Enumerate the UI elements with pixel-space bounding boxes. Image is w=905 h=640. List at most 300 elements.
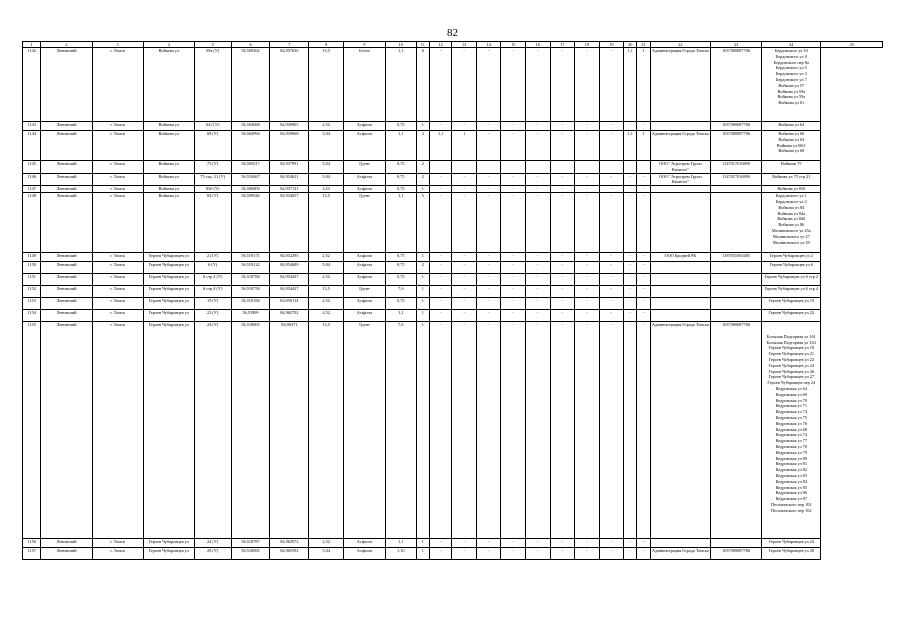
table-cell: Героев Чубаровцев ул 28 xyxy=(762,548,821,560)
table-cell: Войкова ул 75 стр 21 xyxy=(762,173,821,186)
table-cell: - xyxy=(599,298,624,310)
table-cell xyxy=(476,161,501,174)
table-cell: - xyxy=(429,286,451,298)
table-cell: 2 (1У) xyxy=(194,253,231,262)
table-cell xyxy=(711,310,762,322)
table-cell: Асфальт xyxy=(344,310,386,322)
table-cell: 56,518787 xyxy=(231,539,270,548)
column-number-cell: 14 xyxy=(476,42,501,48)
table-cell: 1,1 xyxy=(385,48,416,122)
table-cell: 0,75 xyxy=(385,122,416,131)
table-cell xyxy=(637,161,650,174)
table-cell: Героев Чубаровцев ул xyxy=(143,286,194,298)
table-cell: - xyxy=(637,286,650,298)
table-cell: - xyxy=(452,286,477,298)
table-cell: - xyxy=(476,548,501,560)
table-cell: Грунт xyxy=(344,193,386,253)
address-line: Кедровская ул 82 xyxy=(775,467,807,473)
table-row xyxy=(23,310,883,322)
table-cell: - xyxy=(526,286,551,298)
table-cell: - xyxy=(476,48,501,122)
table-cell xyxy=(650,262,710,274)
table-cell: 6 (У) xyxy=(194,262,231,274)
table-cell: 2 xyxy=(416,131,429,161)
column-number-cell: 24 xyxy=(762,42,821,48)
table-cell: - xyxy=(452,262,477,274)
table-cell: Героев Чубаровцев ул 2 xyxy=(762,253,821,262)
table-row xyxy=(23,186,883,193)
table-cell: - xyxy=(429,322,451,539)
table-cell: 56,505017 xyxy=(231,161,270,174)
table-cell: Героев Чубаровцев ул xyxy=(143,262,194,274)
table-cell: 1037000087706 xyxy=(711,548,762,560)
column-number-cell: 22 xyxy=(650,42,710,48)
table-cell: 1037000087706 xyxy=(711,122,762,131)
table-cell: - xyxy=(637,310,650,322)
address-line: Героев Чубаровцев пер 24 xyxy=(767,380,816,386)
column-number-cell: 4 xyxy=(143,42,194,48)
table-cell: - xyxy=(452,310,477,322)
table-cell: - xyxy=(550,286,575,298)
table-cell: Войкова ул xyxy=(143,161,194,174)
table-cell: 1156 xyxy=(23,539,41,548)
table-cell: Ленинский xyxy=(41,253,92,262)
table-cell: 0,75 xyxy=(385,298,416,310)
table-cell: 1153 xyxy=(23,298,41,310)
table-cell: 56,518065 xyxy=(231,548,270,560)
table-cell: - xyxy=(526,539,551,548)
table-cell: Грунт xyxy=(344,322,386,539)
column-number-cell: 25 xyxy=(821,42,883,48)
column-number-cell: 12 xyxy=(429,42,451,48)
address-line: Кедровская ул 80 xyxy=(775,455,807,461)
table-cell: 56,506809 xyxy=(231,186,270,193)
table-cell: - xyxy=(599,322,624,539)
table-row xyxy=(23,122,883,131)
table-cell: Ленинский xyxy=(41,48,92,122)
table-cell: Администрация Города Томска xyxy=(650,131,710,161)
address-line: Песочинского пер 101 xyxy=(771,501,812,507)
table-cell: Асфальт xyxy=(344,298,386,310)
column-number-cell: 23 xyxy=(711,42,762,48)
table-cell: 13,5 xyxy=(309,193,344,253)
table-cell: - xyxy=(526,122,551,131)
table-cell: Ленинский xyxy=(41,262,92,274)
registry-table xyxy=(22,41,883,560)
table-cell: - xyxy=(624,262,637,274)
column-number-cell: 3 xyxy=(92,42,143,48)
table-cell: 5,04 xyxy=(309,548,344,560)
address-line: Кедровская ул 81 xyxy=(775,461,807,467)
table-cell: - xyxy=(624,548,637,560)
table-cell: - xyxy=(637,193,650,253)
table-cell: Администрация Города Томска xyxy=(650,548,710,560)
table-cell: - xyxy=(452,548,477,560)
table-cell: 5 xyxy=(416,193,429,253)
table-cell xyxy=(762,193,821,253)
table-cell: Асфальт xyxy=(344,253,386,262)
column-number-cell: 18 xyxy=(575,42,600,48)
column-number-cell: 2 xyxy=(41,42,92,48)
table-cell: 84,937131 xyxy=(270,186,309,193)
table-cell: Ленинский xyxy=(41,548,92,560)
table-cell: - xyxy=(599,193,624,253)
table-cell: 84,954689 xyxy=(270,262,309,274)
table-cell: Администрация Города Томска xyxy=(650,48,710,122)
table-cell: Войкова ул xyxy=(143,186,194,193)
table-cell: - xyxy=(637,274,650,286)
table-cell: 1 xyxy=(416,310,429,322)
table-cell: 1155 xyxy=(23,322,41,539)
table-cell xyxy=(650,193,710,253)
table-cell: 2,52 xyxy=(309,539,344,548)
table-row xyxy=(23,193,883,253)
table-cell: - xyxy=(476,193,501,253)
table-cell xyxy=(501,161,526,174)
table-cell xyxy=(711,262,762,274)
table-cell: 2,52 xyxy=(309,274,344,286)
table-cell: - xyxy=(476,322,501,539)
table-cell: г. Томск xyxy=(92,186,143,193)
table-cell: - xyxy=(501,48,526,122)
table-cell: Администрация Города Томска xyxy=(650,322,710,539)
table-cell: 1147017016890 xyxy=(711,173,762,186)
table-cell: Асфальт xyxy=(344,539,386,548)
table-row xyxy=(23,539,883,548)
table-cell xyxy=(550,161,575,174)
table-cell: 2 xyxy=(416,262,429,274)
address-line: Войкова ул 59а xyxy=(777,88,806,94)
table-cell: 1,1 xyxy=(385,539,416,548)
column-number-cell: 7 xyxy=(270,42,309,48)
table-cell: Войкова ул 64 xyxy=(762,122,821,131)
table-cell: Героев Чубаровцев ул xyxy=(143,548,194,560)
table-cell: - xyxy=(575,186,600,193)
table-cell: ООО Бродвей РК xyxy=(650,253,710,262)
table-cell: - xyxy=(550,539,575,548)
address-line: Бердовского ул 3 xyxy=(775,71,807,77)
table-cell: - xyxy=(501,193,526,253)
address-line: Войкова ул 64 xyxy=(778,136,805,142)
table-cell: 1 xyxy=(416,253,429,262)
table-cell: 1 xyxy=(637,48,650,122)
table-cell: ООО "Агропром Групп Капитал" xyxy=(650,161,710,174)
table-cell: - xyxy=(575,193,600,253)
table-cell: 1,1 xyxy=(385,193,416,253)
table-cell: - xyxy=(624,253,637,262)
table-cell: 1157 xyxy=(23,548,41,560)
table-cell: - xyxy=(575,298,600,310)
table-cell: 1143 xyxy=(23,122,41,131)
table-cell: - xyxy=(501,274,526,286)
table-row xyxy=(23,161,883,174)
table-cell: - xyxy=(452,173,477,186)
table-cell: - xyxy=(575,310,600,322)
table-cell: - xyxy=(526,262,551,274)
table-cell: 56,509262 xyxy=(231,48,270,122)
table-cell: - xyxy=(501,186,526,193)
table-cell: 75 стр. 21 (У) xyxy=(194,173,231,186)
table-cell: 24 (У) xyxy=(194,322,231,539)
table-cell: 1145 xyxy=(23,161,41,174)
table-cell: - xyxy=(550,548,575,560)
table-cell: 68 (У) xyxy=(194,131,231,161)
table-cell: Войкова ул xyxy=(143,48,194,122)
table-cell: Асфальт xyxy=(344,262,386,274)
table-cell: - xyxy=(575,274,600,286)
column-number-cell: 11 xyxy=(416,42,429,48)
table-cell: - xyxy=(452,186,477,193)
table-cell: - xyxy=(599,122,624,131)
table-cell: - xyxy=(452,274,477,286)
table-cell: - xyxy=(624,310,637,322)
address-line: Войкова ул 84б xyxy=(777,216,806,222)
table-cell xyxy=(762,322,821,539)
table-cell: 0,75 xyxy=(385,173,416,186)
table-cell: - xyxy=(575,253,600,262)
table-cell: 1187031063485 xyxy=(711,253,762,262)
table-cell: - xyxy=(575,173,600,186)
table-cell: 1,1 xyxy=(624,48,637,122)
table-cell: 1151 xyxy=(23,274,41,286)
table-cell: 6 стр 2 (У) xyxy=(194,274,231,286)
table-cell: 84,96371 xyxy=(270,322,309,539)
table-cell: 1147017016890 xyxy=(711,161,762,174)
table-cell: Войкова ул 83б xyxy=(762,186,821,193)
table-cell xyxy=(624,161,637,174)
address-line: Кедровская ул 69 xyxy=(775,391,807,397)
table-cell: 24 (У) xyxy=(194,539,231,548)
address-line: Кедровская ул 77 xyxy=(775,438,807,444)
table-cell: 75 (У) xyxy=(194,161,231,174)
table-cell xyxy=(711,274,762,286)
table-cell: - xyxy=(526,253,551,262)
table-cell: - xyxy=(476,539,501,548)
table-cell: 2,52 xyxy=(309,310,344,322)
table-cell: - xyxy=(429,122,451,131)
table-cell: - xyxy=(624,193,637,253)
address-line: Кедровская ул 70 xyxy=(775,397,807,403)
table-cell: - xyxy=(526,322,551,539)
table-cell: 1 xyxy=(452,131,477,161)
table-cell: - xyxy=(476,173,501,186)
table-cell: - xyxy=(550,253,575,262)
address-line: Малиновского ул 29 xyxy=(772,239,810,245)
table-cell: г. Томск xyxy=(92,131,143,161)
table-cell: Грунт xyxy=(344,161,386,174)
table-row xyxy=(23,173,883,186)
address-line: Кедровская ул 78 xyxy=(775,443,807,449)
table-cell: - xyxy=(501,122,526,131)
address-line: Кедровская ул 71 xyxy=(775,403,807,409)
table-cell: ООО "Агропром Групп Капитал" xyxy=(650,173,710,186)
table-cell: Асфальт xyxy=(344,173,386,186)
column-number-cell: 6 xyxy=(231,42,270,48)
table-cell: 56,519184 xyxy=(231,298,270,310)
table-cell: 84,939068 xyxy=(270,131,309,161)
table-cell: г. Томск xyxy=(92,262,143,274)
table-cell: Героев Чубаровцев ул xyxy=(143,298,194,310)
table-cell: - xyxy=(575,48,600,122)
table-cell: 1037000087706 xyxy=(711,131,762,161)
table-cell: Героев Чубаровцев ул 19 xyxy=(762,298,821,310)
table-cell: - xyxy=(429,274,451,286)
column-number-cell: 16 xyxy=(526,42,551,48)
table-cell: - xyxy=(476,186,501,193)
address-line: Бердовского ул 8 xyxy=(775,53,807,59)
table-cell: - xyxy=(575,322,600,539)
table-cell: 5,04 xyxy=(309,262,344,274)
table-cell: - xyxy=(624,274,637,286)
table-cell: - xyxy=(624,322,637,539)
table-cell: 1,1 xyxy=(385,310,416,322)
table-cell: - xyxy=(429,548,451,560)
table-cell: Асфальт xyxy=(344,186,386,193)
table-cell: 28 (У) xyxy=(194,548,231,560)
table-cell: 2 xyxy=(416,161,429,174)
table-cell: 84,965592 xyxy=(270,548,309,560)
table-cell: 1154 xyxy=(23,310,41,322)
table-cell: 84,963972 xyxy=(270,539,309,548)
column-number-cell: 15 xyxy=(501,42,526,48)
table-cell xyxy=(762,48,821,122)
table-cell: Ленинский xyxy=(41,173,92,186)
address-line: Большая Подгорная ул 163 xyxy=(766,339,816,345)
address-line: Героев Чубаровцев ул 18 xyxy=(768,345,815,351)
table-cell: 1146 xyxy=(23,173,41,186)
table-cell: Асфальт xyxy=(344,548,386,560)
table-cell: 1,10 xyxy=(385,548,416,560)
column-number-cell: 5 xyxy=(194,42,231,48)
column-number-cell: 8 xyxy=(309,42,344,48)
address-line: Кедровская ул 85 xyxy=(775,484,807,490)
table-cell: 1037000087706 xyxy=(711,48,762,122)
table-cell: Ленинский xyxy=(41,298,92,310)
table-cell: - xyxy=(526,193,551,253)
table-cell: 13,5 xyxy=(309,286,344,298)
table-cell: 6 xyxy=(416,48,429,122)
table-cell: - xyxy=(624,286,637,298)
table-cell: Ленинский xyxy=(41,310,92,322)
table-cell: 56,510467 xyxy=(231,173,270,186)
address-line: Бердовского ул 5 xyxy=(775,65,807,71)
table-cell: - xyxy=(526,48,551,122)
table-cell: Ленинский xyxy=(41,286,92,298)
address-line: Кедровская ул 84 xyxy=(775,478,807,484)
table-cell: 2,52 xyxy=(309,298,344,310)
address-line: Кедровская ул 75 xyxy=(775,414,807,420)
column-number-cell: 21 xyxy=(637,42,650,48)
table-cell: - xyxy=(624,186,637,193)
column-number-cell: 20 xyxy=(624,42,637,48)
table-cell: - xyxy=(476,262,501,274)
column-number-cell: 10 xyxy=(385,42,416,48)
address-line: Героев Чубаровцев ул 22 xyxy=(768,356,815,362)
page-number: 82 xyxy=(447,27,458,39)
address-line: Героев Чубаровцев ул 27 xyxy=(768,374,815,380)
address-line: Бердовского ул 1 xyxy=(775,193,807,199)
table-cell: - xyxy=(476,122,501,131)
table-cell: 1 xyxy=(416,122,429,131)
table-cell: - xyxy=(575,122,600,131)
table-cell: - xyxy=(452,298,477,310)
table-cell: - xyxy=(526,548,551,560)
address-line: Малиновского ул 25а xyxy=(771,227,811,233)
table-cell: - xyxy=(476,131,501,161)
table-row xyxy=(23,548,883,560)
table-cell xyxy=(526,161,551,174)
table-cell: г. Томск xyxy=(92,193,143,253)
table-cell: 2,52 xyxy=(309,122,344,131)
table-cell: - xyxy=(599,274,624,286)
table-cell: - xyxy=(637,548,650,560)
table-cell: Асфальт xyxy=(344,274,386,286)
table-cell: 2,52 xyxy=(309,253,344,262)
table-cell: 19 (У) xyxy=(194,298,231,310)
table-cell: - xyxy=(550,322,575,539)
table-cell: - xyxy=(637,262,650,274)
table-cell: - xyxy=(429,173,451,186)
table-cell: 84,934057 xyxy=(270,193,309,253)
table-cell: - xyxy=(550,262,575,274)
column-number-cell: 19 xyxy=(599,42,624,48)
address-line: Кедровская ул 74 xyxy=(775,432,807,438)
address-line: Песочинского пер 102 xyxy=(771,507,812,513)
table-cell: 0,75 xyxy=(385,253,416,262)
table-cell: Ленинский xyxy=(41,539,92,548)
table-cell: г. Томск xyxy=(92,298,143,310)
table-cell: - xyxy=(575,286,600,298)
table-cell: - xyxy=(550,186,575,193)
table-cell xyxy=(762,131,821,161)
table-cell: - xyxy=(429,262,451,274)
table-cell: г. Томск xyxy=(92,48,143,122)
table-cell: 84,952295 xyxy=(270,253,309,262)
address-line: Войкова ул 61 xyxy=(778,100,805,106)
table-cell: - xyxy=(637,173,650,186)
table-cell xyxy=(711,186,762,193)
table-row xyxy=(23,274,883,286)
table-cell xyxy=(650,186,710,193)
table-cell: Героев Чубаровцев ул 6 xyxy=(762,262,821,274)
table-cell: 84,934621 xyxy=(270,173,309,186)
table-row xyxy=(23,298,883,310)
table-cell: 0,75 xyxy=(385,274,416,286)
table-cell: 56,518758 xyxy=(231,286,270,298)
table-cell: 56,504994 xyxy=(231,131,270,161)
table-row xyxy=(23,262,883,274)
table-cell: г. Томск xyxy=(92,286,143,298)
table-cell: - xyxy=(637,539,650,548)
table-cell: г. Томск xyxy=(92,122,143,131)
table-cell: Ленинский xyxy=(41,193,92,253)
table-cell: 1147 xyxy=(23,186,41,193)
table-cell: - xyxy=(637,186,650,193)
table-cell: - xyxy=(476,310,501,322)
table-cell: 84,957636 xyxy=(270,48,309,122)
table-cell: 1144 xyxy=(23,131,41,161)
table-cell: г. Томск xyxy=(92,310,143,322)
table-cell: - xyxy=(429,539,451,548)
address-line: Малиновского ул 27 xyxy=(772,233,810,239)
table-cell: 84,954437 xyxy=(270,274,309,286)
table-cell: Войкова ул xyxy=(143,131,194,161)
table-cell xyxy=(575,161,600,174)
table-cell: - xyxy=(526,274,551,286)
table-cell: - xyxy=(526,186,551,193)
table-cell: 1,1 xyxy=(385,131,416,161)
table-cell xyxy=(650,298,710,310)
